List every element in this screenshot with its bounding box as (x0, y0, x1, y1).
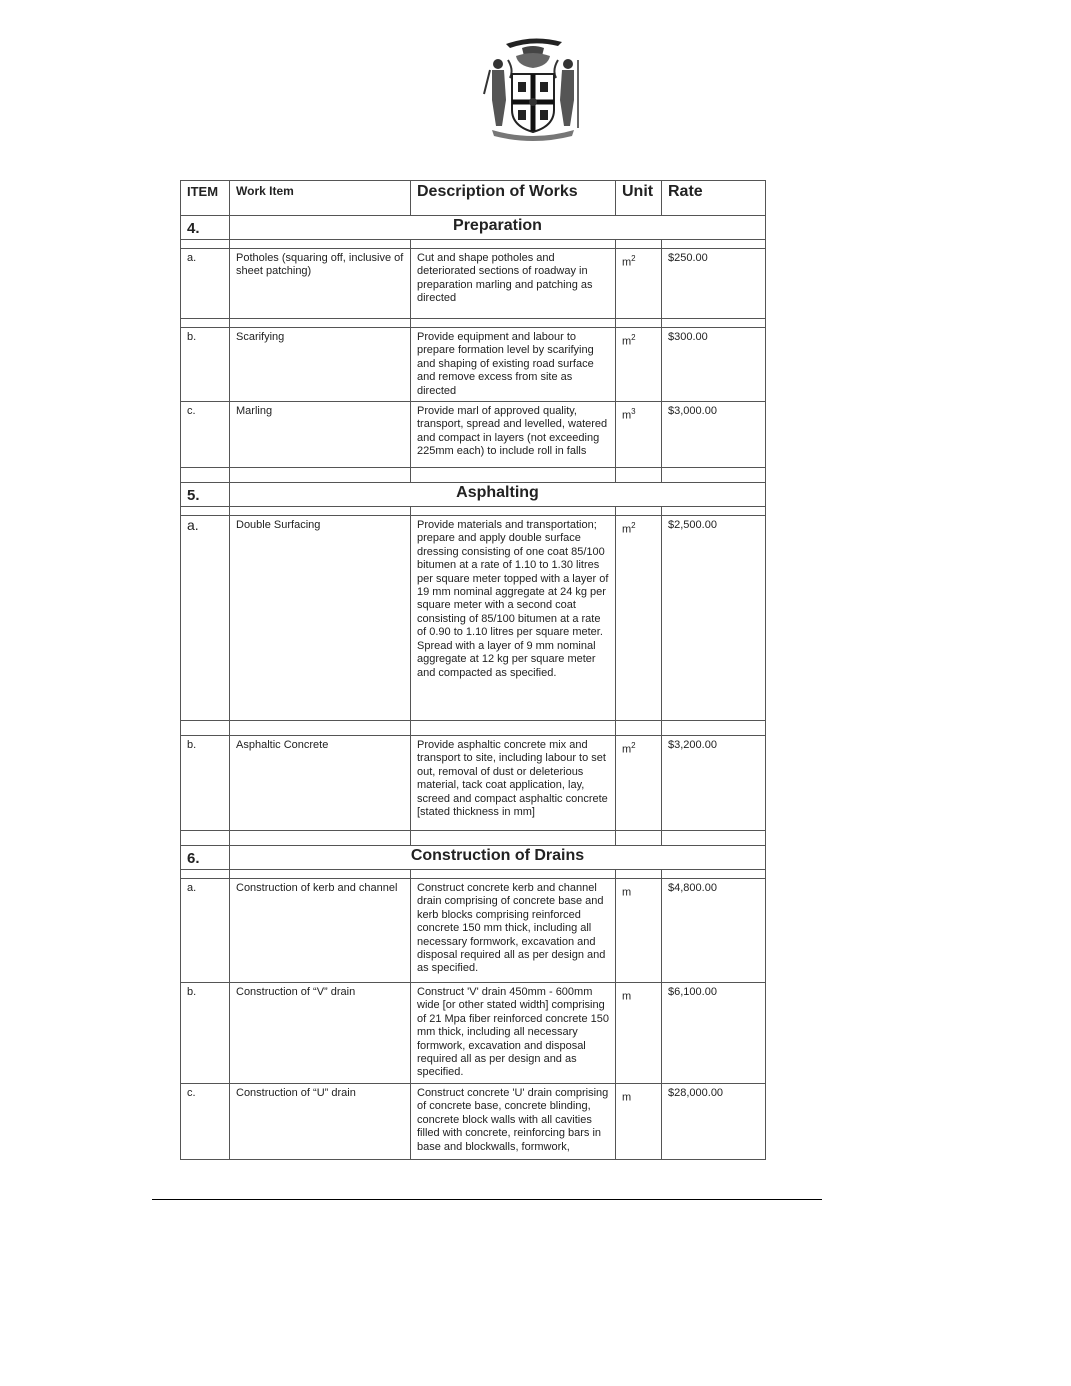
rate: $3,000.00 (662, 402, 766, 468)
item-label: a. (181, 249, 230, 319)
rate: $4,800.00 (662, 879, 766, 983)
item-label: a. (181, 879, 230, 983)
unit: m (616, 983, 662, 1084)
col-work-item-header: Work Item (230, 181, 411, 216)
work-item: Asphaltic Concrete (230, 736, 411, 831)
col-unit-header: Unit (616, 181, 662, 216)
section-preparation (181, 216, 766, 483)
rate: $300.00 (662, 328, 766, 402)
table-row (181, 402, 766, 468)
section-title: Asphalting (230, 483, 766, 507)
unit: $m^2$ (616, 516, 662, 721)
rate: $250.00 (662, 249, 766, 319)
section-heading-row (181, 216, 766, 240)
section-number: 6. (181, 846, 230, 870)
section-asphalting (181, 483, 766, 846)
unit: $m^2$ (616, 736, 662, 831)
table-header-row (181, 181, 766, 216)
unit: $m^2$ (616, 249, 662, 319)
work-item: Potholes (squaring off, inclusive of sheet patching) (230, 249, 411, 319)
item-label: b. (181, 736, 230, 831)
description: Provide materials and transportation; prepare and apply double surface dressing consisting of one coat 85/100 bitumen at a rate of 1.10 to 1.30 litres per square meter topped with a layer of 19 mm nominal aggregate at 24 kg per square meter with a second coat consisting of 85/100 bitumen at a rate of 0.90 to 1.10 litres per square meter. Spread with a layer of 9 mm nominal aggregate at 12 kg per square meter and compacted as specified. (411, 516, 616, 721)
table-row (181, 736, 766, 831)
work-item: Scarifying (230, 328, 411, 402)
description: Construct concrete kerb and channel drain comprising of concrete base and kerb blocks comprising reinforced concrete 150 mm thick, including all necessary formwork, excavation and disposal required all as per design and as specified. (411, 879, 616, 983)
rate: $6,100.00 (662, 983, 766, 1084)
col-item-header: ITEM (181, 181, 230, 216)
col-rate-header: Rate (662, 181, 766, 216)
item-label: a. (181, 516, 230, 721)
description: Provide marl of approved quality, transport, spread and levelled, watered and compact in layers (not exceeding 225mm each) to include roll in falls (411, 402, 616, 468)
description: Construct 'V' drain 450mm - 600mm wide [or other stated width] comprising of 21 Mpa fiber reinforced concrete 150 mm thick, including all necessary formwork, excavation and disposal required all as per design and as specified. (411, 983, 616, 1084)
rate: $28,000.00 (662, 1083, 766, 1159)
work-item: Marling (230, 402, 411, 468)
section-title: Preparation (230, 216, 766, 240)
item-label: b. (181, 983, 230, 1084)
table-row (181, 328, 766, 402)
work-item: Construction of “V” drain (230, 983, 411, 1084)
item-label: b. (181, 328, 230, 402)
section-number: 5. (181, 483, 230, 507)
description: Provide equipment and labour to prepare formation level by scarifying and shaping of existing road surface and remove excess from site as directed (411, 328, 616, 402)
section-heading-row (181, 846, 766, 870)
section-heading-row (181, 483, 766, 507)
item-label: c. (181, 1083, 230, 1159)
section-title: Construction of Drains (230, 846, 766, 870)
col-description-header: Description of Works (411, 181, 616, 216)
rates-table (180, 180, 766, 1160)
description: Cut and shape potholes and deteriorated sections of roadway in preparation marling and patching as directed (411, 249, 616, 319)
work-item: Construction of “U” drain (230, 1083, 411, 1159)
rate: $3,200.00 (662, 736, 766, 831)
unit: m (616, 1083, 662, 1159)
footer-divider (152, 1199, 822, 1200)
table-row (181, 516, 766, 721)
unit: m (616, 879, 662, 983)
section-number: 4. (181, 216, 230, 240)
table-row (181, 983, 766, 1084)
work-item: Construction of kerb and channel (230, 879, 411, 983)
description: Construct concrete 'U' drain comprising of concrete base, concrete blinding, concrete block walls with all cavities filled with concrete, reinforcing bars in base and blockwalls, formwork, (411, 1083, 616, 1159)
unit: $m^3$ (616, 402, 662, 468)
table-row (181, 879, 766, 983)
item-label: c. (181, 402, 230, 468)
table-row (181, 249, 766, 319)
table-row (181, 1083, 766, 1159)
section-construction-of-drains (181, 846, 766, 1160)
unit: $m^2$ (616, 328, 662, 402)
coat-of-arms-icon (478, 30, 588, 142)
work-item: Double Surfacing (230, 516, 411, 721)
rate: $2,500.00 (662, 516, 766, 721)
description: Provide asphaltic concrete mix and transport to site, including labour to set out, removal of dust or deleterious material, tack coat application, lay, screed and compact asphaltic concrete [stated thickness in mm] (411, 736, 616, 831)
